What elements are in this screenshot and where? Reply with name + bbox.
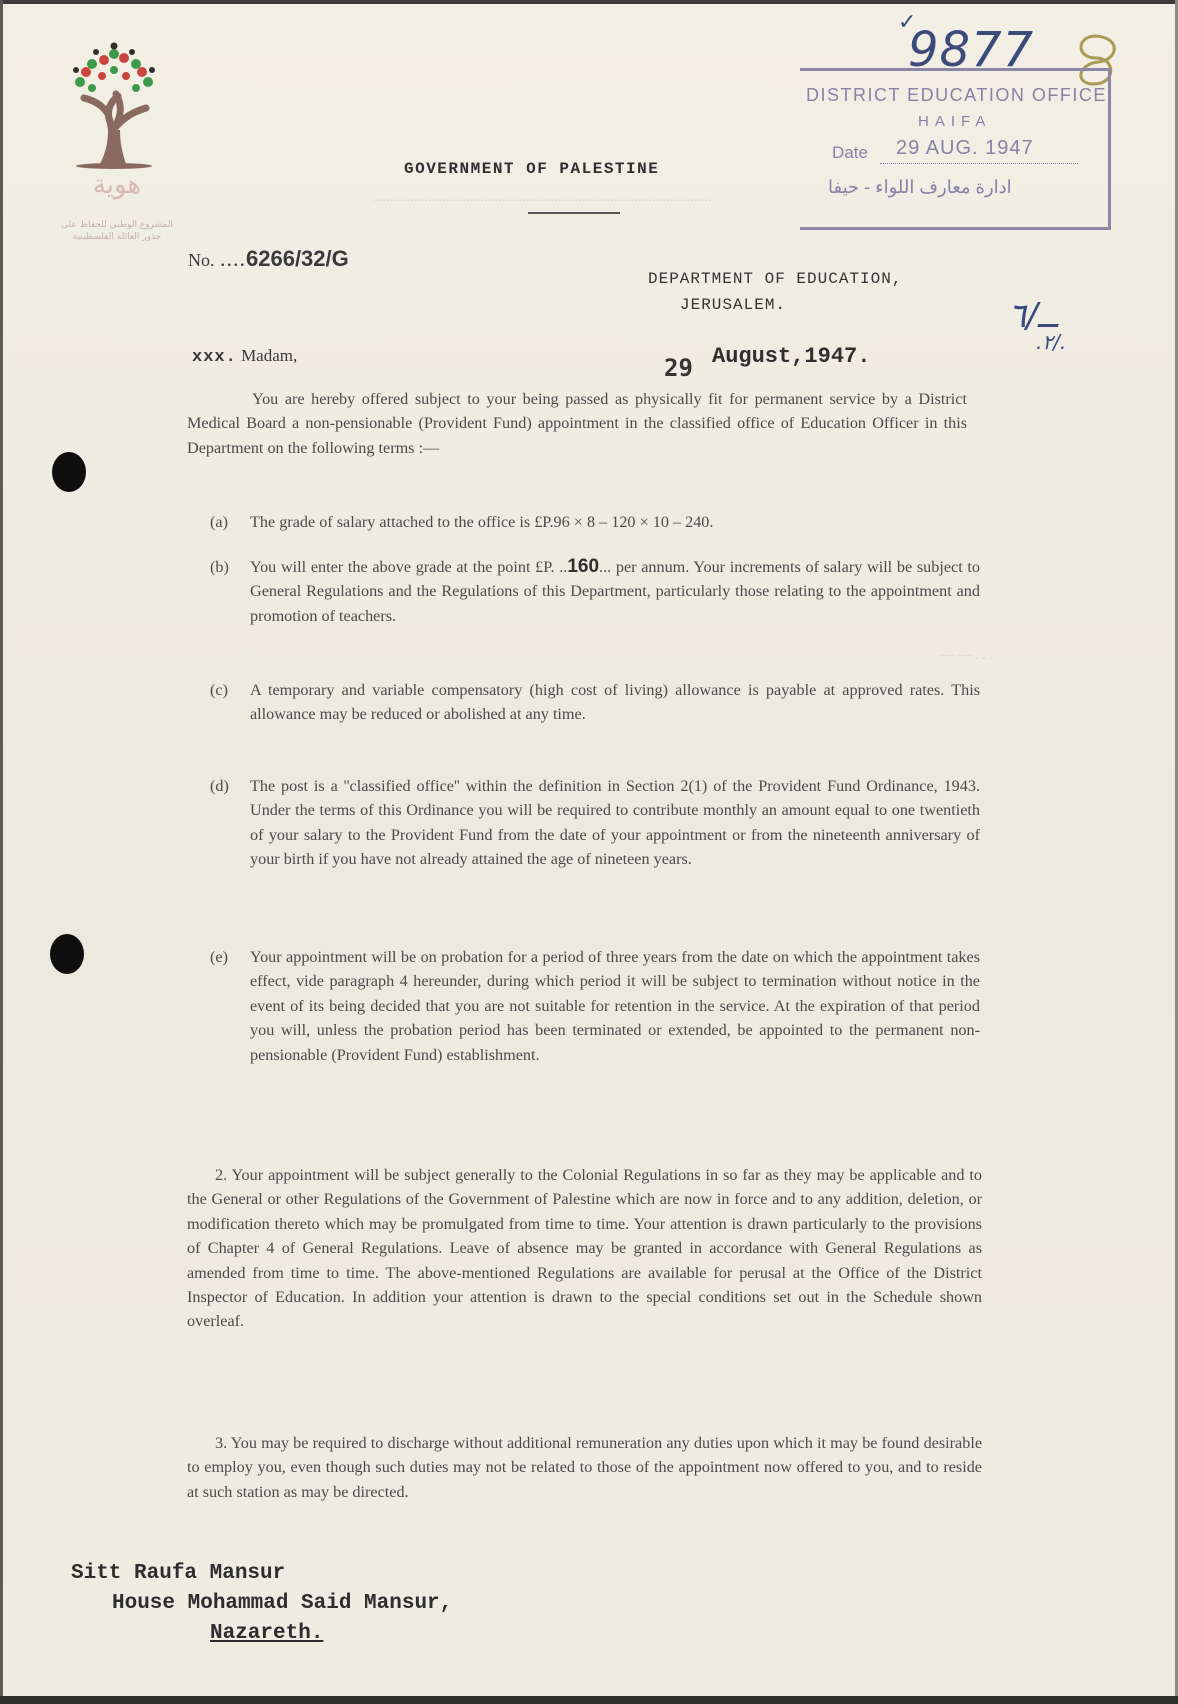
archive-logo-name: هوية [92, 170, 142, 200]
term-item-d [210, 774, 980, 872]
district-education-office-stamp [800, 68, 1111, 230]
archive-logo-tagline: جذور العائلة الفلسطينية [72, 232, 162, 242]
stamp-city: HAIFA [918, 113, 992, 130]
addressee-name: Sitt Raufa Mansur [71, 1562, 286, 1585]
handwritten-initials: ــ/٦ [1008, 296, 1058, 336]
salutation-struck-prefix: xxx. [192, 348, 237, 367]
scan-edge-top [0, 0, 1178, 4]
salary-entry-point: 160 [567, 556, 600, 577]
addressee-town: Nazareth. [210, 1622, 324, 1645]
reference-prefix: No. [188, 250, 215, 270]
scan-edge-bottom [0, 1696, 1178, 1704]
salutation-text: Madam, [241, 346, 298, 365]
handwritten-reference-number: 9877 [908, 22, 1035, 78]
term-item-a [210, 510, 980, 534]
term-text: The post is a ''classified office'' within the definition in Section 2(1) of the Provident Fund Ordinance, 1943. Under the terms of this Ordinance you will be required to contribute monthly an amount equal to one twentieth of your salary to the Provident Fund from the date of your appointment or from the nineteenth anniversary of your birth if you have not already attained the age of nineteen years. [250, 777, 980, 869]
letter-date: August,1947. [712, 344, 871, 369]
term-label: (e) [210, 948, 228, 966]
bleed-through-text: ................................................................................................. [372, 190, 712, 205]
reference-value: 6266/32/G [246, 246, 349, 271]
term-label: (b) [210, 558, 229, 576]
term-label: (d) [210, 777, 229, 795]
addressee-house: House Mohammad Said Mansur, [112, 1592, 453, 1615]
department-name: DEPARTMENT OF EDUCATION, [648, 270, 903, 288]
check-mark-icon: ✓ [898, 10, 917, 35]
term-text: The grade of salary attached to the office is £P.96 × 8 – 120 × 10 – 240. [250, 513, 714, 531]
archive-logo-tagline: المشروع الوطني للحفاظ على [60, 220, 173, 230]
term-item-c [210, 678, 980, 727]
reference-dots: .... [220, 246, 246, 271]
bleed-through-text: — — . . . [940, 648, 993, 663]
paragraph-3: 3. You may be required to discharge without additional remuneration any duties upon which it may be found desirable to employ you, even though such duties may not be related to those of the appointment now offered to you, and to reside at such station as may be directed. [187, 1434, 982, 1501]
term-text: You will enter the above grade at the point £P. .. [250, 558, 568, 576]
archive-logo [62, 42, 172, 242]
term-text: ... per annum. Your increments of salary will be subject to General Regulations and the Regulations of this Department, particularly those relating to the appointment and promotion of teachers. [250, 558, 980, 625]
term-text: A temporary and variable compensatory (high cost of living) allowance is payable at approved rates. This allowance may be reduced or abolished at any time. [250, 681, 980, 724]
stamp-date: 29 AUG. 1947 [896, 137, 1034, 159]
handwritten-initials: .٢/. [1036, 330, 1067, 354]
stamp-arabic-text: ادارة معارف اللواء - حيفا [828, 177, 1012, 197]
punch-hole [52, 452, 86, 492]
scan-edge-left [0, 0, 3, 1704]
term-item-e [210, 945, 980, 1067]
salutation [192, 346, 297, 367]
stamp-divider [880, 163, 1078, 164]
punch-hole [50, 934, 84, 974]
intro-paragraph: You are hereby offered subject to your being passed as physically fit for permanent service by a District Medical Board a non-pensionable (Provident Fund) appointment in the classified office of Education Officer in this Department on the following terms :— [187, 390, 967, 457]
term-item-b [210, 555, 980, 628]
government-heading: GOVERNMENT OF PALESTINE [404, 160, 660, 178]
tree-logo-icon [62, 42, 172, 172]
stamp-date-label: Date [832, 143, 868, 162]
handwritten-date-day: 29 [664, 354, 693, 382]
term-label: (a) [210, 513, 228, 531]
reference-number [188, 246, 349, 272]
stamp-title: DISTRICT EDUCATION OFFICE [806, 85, 1107, 105]
paragraph-2: 2. Your appointment will be subject generally to the Colonial Regulations in so far as they may be applicable and to the General or other Regulations of the Government of Palestine which are now in force and to any addition, deletion, or modification thereto which may be promulgated from time to time. Your attention is drawn particularly to the provisions of Chapter 4 of General Regulations. Leave of absence may be granted in accordance with General Regulations as amended from time to time. The above-mentioned Regulations are available for perusal at the Office of the District Inspector of Education. In addition your attention is drawn to the special conditions set out in the Schedule shown overleaf. [187, 1166, 982, 1331]
heading-rule [528, 212, 620, 214]
department-city: JERUSALEM. [680, 296, 787, 314]
term-label: (c) [210, 681, 228, 699]
term-text: Your appointment will be on probation for a period of three years from the date on which the appointment takes effect, vide paragraph 4 hereunder, during which period it will be subject to termination without notice in the event of its being decided that you are not suitable for retention in the service. At the expiration of that period you will, unless the probation period has been terminated or extended, be appointed to the permanent non-pensionable (Provident Fund) establishment. [250, 948, 980, 1064]
